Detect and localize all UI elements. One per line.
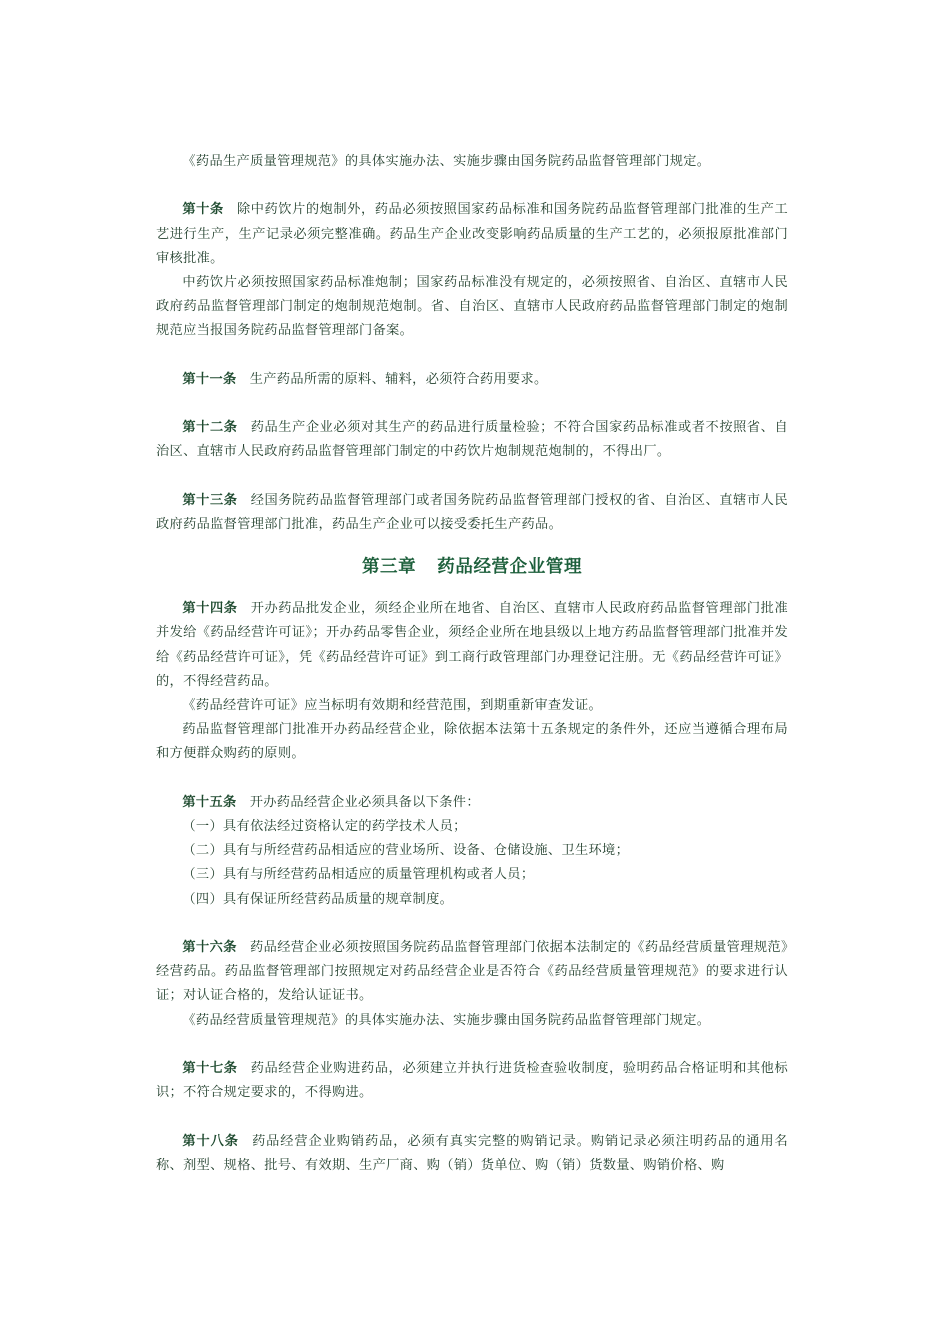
- article-14: [156, 597, 788, 694]
- article-title: 第十五条: [182, 794, 237, 810]
- article-text: 开办药品经营企业必须具备以下条件：: [249, 794, 480, 810]
- article-15: [156, 791, 788, 815]
- article-text: 药品经营企业购销药品，必须有真实完整的购销记录。购销记录必须注明药品的通用名称、剂型、规格、批号、有效期、生产厂商、购（销）货单位、购（销）货数量、购销价格、购: [156, 1133, 789, 1173]
- list-item: （一）具有依法经过资格认定的药学技术人员；: [182, 819, 467, 834]
- article-text: 药品经营企业必须按照国务院药品监督管理部门依据本法制定的《药品经营质量管理规范》经营药品。药品监督管理部门按照规定对药品经营企业是否符合《药品经营质量管理规范》的要求进行认证；对认证合格的，发给认证证书。: [156, 940, 788, 1004]
- article-title: 第十六条: [182, 940, 237, 955]
- article-11: [156, 368, 788, 392]
- list-item: （四）具有保证所经营药品质量的规章制度。: [182, 891, 454, 907]
- article-text: 药品生产企业必须对其生产的药品进行质量检验；不符合国家药品标准或者不按照省、自治区、直辖市人民政府药品监督管理部门制定的中药饮片炮制规范炮制的，不得出厂。: [156, 420, 788, 460]
- article-text: 除中药饮片的炮制外，药品必须按照国家药品标准和国务院药品监督管理部门批准的生产工艺进行生产，生产记录必须完整准确。药品生产企业改变影响药品质量的生产工艺的，必须报原批准部门审核批准。: [156, 202, 788, 266]
- article-title: 第十八条: [182, 1133, 239, 1149]
- article-title: 第十七条: [182, 1061, 238, 1076]
- article-title: 第十四条: [182, 601, 238, 617]
- article-16: [156, 936, 788, 1009]
- article-title: 第十三条: [182, 492, 238, 508]
- chapter-number: 第三章: [361, 557, 417, 578]
- article-13: [156, 489, 788, 537]
- article-text: 药品经营企业购进药品，必须建立并执行进货检查验收制度，验明药品合格证明和其他标识；不符合规定要求的，不得购进。: [156, 1061, 788, 1101]
- article-text: 经国务院药品监督管理部门或者国务院药品监督管理部门授权的省、自治区、直辖市人民政府药品监督管理部门批准，药品生产企业可以接受委托生产药品。: [156, 492, 788, 532]
- paragraph: 《药品经营质量管理规范》的具体实施办法、实施步骤由国务院药品监督管理部门规定。: [182, 1012, 711, 1028]
- article-title: 第十二条: [182, 420, 238, 436]
- article-title: 第十一条: [182, 371, 237, 387]
- article-text: 生产药品所需的原料、辅料，必须符合药用要求。: [249, 371, 548, 387]
- list-item: （二）具有与所经营药品相适应的营业场所、设备、仓储设施、卫生环境；: [182, 843, 630, 859]
- article-12: [156, 416, 788, 464]
- document-page: [156, 150, 788, 1178]
- chapter-title: 药品经营企业管理: [437, 557, 583, 578]
- paragraph: 《药品生产质量管理规范》的具体实施办法、实施步骤由国务院药品监督管理部门规定。: [182, 154, 711, 169]
- article-17: [156, 1057, 788, 1105]
- chapter-heading: [156, 553, 788, 581]
- article-title: 第十条: [182, 202, 224, 218]
- paragraph: 中药饮片必须按照国家药品标准炮制；国家药品标准没有规定的，必须按照省、自治区、直辖市人民政府药品监督管理部门制定的炮制规范炮制。省、自治区、直辖市人民政府药品监督管理部门制定的炮制规范应当报国务院药品监督管理部门备案。: [156, 275, 788, 339]
- article-text: 开办药品批发企业，须经企业所在地省、自治区、直辖市人民政府药品监督管理部门批准并发给《药品经营许可证》；开办药品零售企业，须经企业所在地县级以上地方药品监督管理部门批准并发给《药品经营许可证》，凭《药品经营许可证》到工商行政管理部门办理登记注册。无《药品经营许可证》的，不得经营药品。: [156, 601, 788, 689]
- paragraph: 药品监督管理部门批准开办药品经营企业，除依据本法第十五条规定的条件外，还应当遵循合理布局和方便群众购药的原则。: [156, 722, 788, 762]
- list-item: （三）具有与所经营药品相适应的质量管理机构或者人员；: [182, 867, 535, 883]
- article-18: [156, 1130, 788, 1178]
- article-10: [156, 198, 788, 271]
- paragraph: 《药品经营许可证》应当标明有效期和经营范围，到期重新审查发证。: [182, 698, 603, 713]
